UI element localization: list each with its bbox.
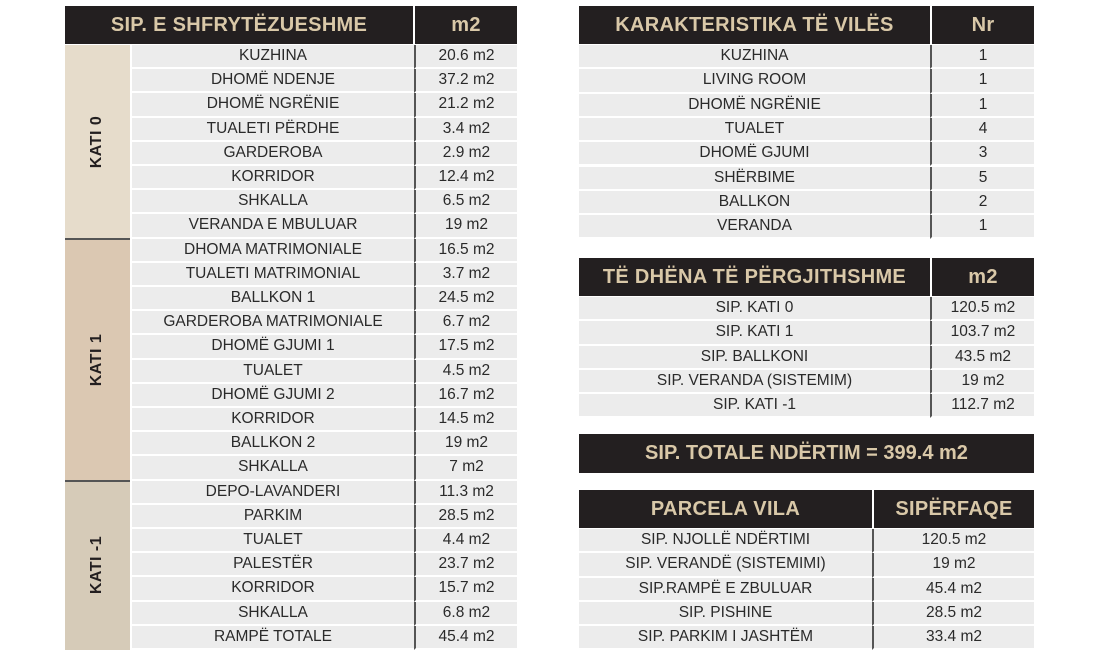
table-row-name: KUZHINA (579, 45, 930, 69)
table-row-name: RAMPË TOTALE (132, 626, 414, 650)
table-row-value: 15.7 m2 (414, 577, 517, 601)
general-table-header-name: TË DHËNA TË PËRGJITHSHME (579, 258, 930, 296)
table-row-value: 112.7 m2 (930, 394, 1034, 418)
table-row-name: SIP. KATI -1 (579, 394, 930, 418)
table-row-value: 16.5 m2 (414, 239, 517, 263)
table-row-name: BALLKON (579, 191, 930, 215)
table-row-name: DHOMË GJUMI 2 (132, 384, 414, 408)
table-row-value: 1 (930, 69, 1034, 93)
table-row-name: SHËRBIME (579, 167, 930, 191)
table-row-name: DHOMË NGRËNIE (132, 93, 414, 117)
parcel-table-header-unit: SIPËRFAQE (874, 490, 1034, 528)
table-row-name: TUALETI PËRDHE (132, 118, 414, 142)
table-row-name: DEPO-LAVANDERI (132, 481, 414, 505)
floor-label-text: KATI -1 (88, 536, 106, 595)
table-row-value: 3.7 m2 (414, 263, 517, 287)
table-row-name: SIP. VERANDA (SISTEMIM) (579, 370, 930, 394)
table-row-value: 23.7 m2 (414, 553, 517, 577)
parcel-table-header-name: PARCELA VILA (579, 490, 872, 528)
table-row-name: SIP. KATI 1 (579, 321, 930, 345)
table-row-value: 14.5 m2 (414, 408, 517, 432)
floor-label-text: KATI 1 (88, 333, 106, 386)
floor-label (65, 45, 130, 239)
table-row-name: SIP. PARKIM I JASHTËM (579, 626, 872, 650)
table-row-value: 1 (930, 45, 1034, 69)
floor-label (65, 481, 130, 650)
floor-separator (65, 480, 130, 482)
table-row-name: DHOMË GJUMI 1 (132, 335, 414, 359)
floor-separator (65, 238, 130, 240)
table-row-value: 45.4 m2 (414, 626, 517, 650)
table-row-value: 45.4 m2 (872, 578, 1034, 602)
table-row-value: 103.7 m2 (930, 321, 1034, 345)
table-row-name: SHKALLA (132, 602, 414, 626)
table-row-name: KORRIDOR (132, 577, 414, 601)
table-row-name: SIP. KATI 0 (579, 297, 930, 321)
table-row-name: SIP.RAMPË E ZBULUAR (579, 578, 872, 602)
table-row-value: 19 m2 (414, 432, 517, 456)
table-row-value: 120.5 m2 (872, 529, 1034, 553)
table-row-name: TUALET (132, 529, 414, 553)
table-row-value: 16.7 m2 (414, 384, 517, 408)
table-row-value: 1 (930, 215, 1034, 239)
table-row-name: SIP. NJOLLË NDËRTIMI (579, 529, 872, 553)
table-row-name: KORRIDOR (132, 166, 414, 190)
features-table-header-unit: Nr (932, 6, 1034, 44)
floor-label (65, 239, 130, 481)
table-row-value: 7 m2 (414, 456, 517, 480)
table-row-name: KUZHINA (132, 45, 414, 69)
table-row-name: PARKIM (132, 505, 414, 529)
table-row-name: DHOMË NGRËNIE (579, 94, 930, 118)
table-row-value: 2.9 m2 (414, 142, 517, 166)
table-row-value: 19 m2 (872, 553, 1034, 577)
table-row-name: VERANDA E MBULUAR (132, 214, 414, 238)
floor-label-text: KATI 0 (88, 115, 106, 169)
table-row-name: TUALETI MATRIMONIAL (132, 263, 414, 287)
table-row-value: 6.7 m2 (414, 311, 517, 335)
table-row-value: 20.6 m2 (414, 45, 517, 69)
features-table-header-name: KARAKTERISTIKA TË VILËS (579, 6, 930, 44)
table-row-name: KORRIDOR (132, 408, 414, 432)
table-row-value: 37.2 m2 (414, 69, 517, 93)
table-row-name: SHKALLA (132, 456, 414, 480)
table-row-name: DHOMË GJUMI (579, 142, 930, 166)
table-row-name: GARDEROBA (132, 142, 414, 166)
table-row-value: 11.3 m2 (414, 481, 517, 505)
table-row-value: 3 (930, 142, 1034, 166)
table-row-value: 6.5 m2 (414, 190, 517, 214)
table-row-value: 33.4 m2 (872, 626, 1034, 650)
table-row-value: 21.2 m2 (414, 93, 517, 117)
table-row-name: TUALET (579, 118, 930, 142)
table-row-value: 2 (930, 191, 1034, 215)
left-table-header-name: SIP. E SHFRYTËZUESHME (65, 6, 413, 44)
table-row-value: 19 m2 (414, 214, 517, 238)
table-row-value: 28.5 m2 (414, 505, 517, 529)
table-row-name: SHKALLA (132, 190, 414, 214)
table-row-value: 3.4 m2 (414, 118, 517, 142)
table-row-name: VERANDA (579, 215, 930, 239)
table-row-name: LIVING ROOM (579, 69, 930, 93)
table-row-name: TUALET (132, 360, 414, 384)
table-row-value: 24.5 m2 (414, 287, 517, 311)
table-row-value: 43.5 m2 (930, 346, 1034, 370)
table-row-name: DHOMË NDENJE (132, 69, 414, 93)
table-row-name: BALLKON 1 (132, 287, 414, 311)
general-table-header-unit: m2 (932, 258, 1034, 296)
table-row-value: 4 (930, 118, 1034, 142)
table-row-value: 6.8 m2 (414, 602, 517, 626)
table-row-value: 5 (930, 167, 1034, 191)
table-row-name: BALLKON 2 (132, 432, 414, 456)
table-row-name: PALESTËR (132, 553, 414, 577)
table-row-name: GARDEROBA MATRIMONIALE (132, 311, 414, 335)
table-row-name: SIP. VERANDË (SISTEMIMI) (579, 553, 872, 577)
table-row-value: 17.5 m2 (414, 335, 517, 359)
table-row-name: DHOMA MATRIMONIALE (132, 239, 414, 263)
total-banner: SIP. TOTALE NDËRTIM = 399.4 m2 (579, 434, 1034, 473)
table-row-value: 19 m2 (930, 370, 1034, 394)
table-row-name: SIP. PISHINE (579, 602, 872, 626)
table-row-value: 1 (930, 94, 1034, 118)
table-row-value: 4.4 m2 (414, 529, 517, 553)
table-row-value: 12.4 m2 (414, 166, 517, 190)
left-table-header-unit: m2 (415, 6, 517, 44)
table-row-value: 4.5 m2 (414, 360, 517, 384)
table-row-value: 120.5 m2 (930, 297, 1034, 321)
table-row-name: SIP. BALLKONI (579, 346, 930, 370)
table-row-value: 28.5 m2 (872, 602, 1034, 626)
